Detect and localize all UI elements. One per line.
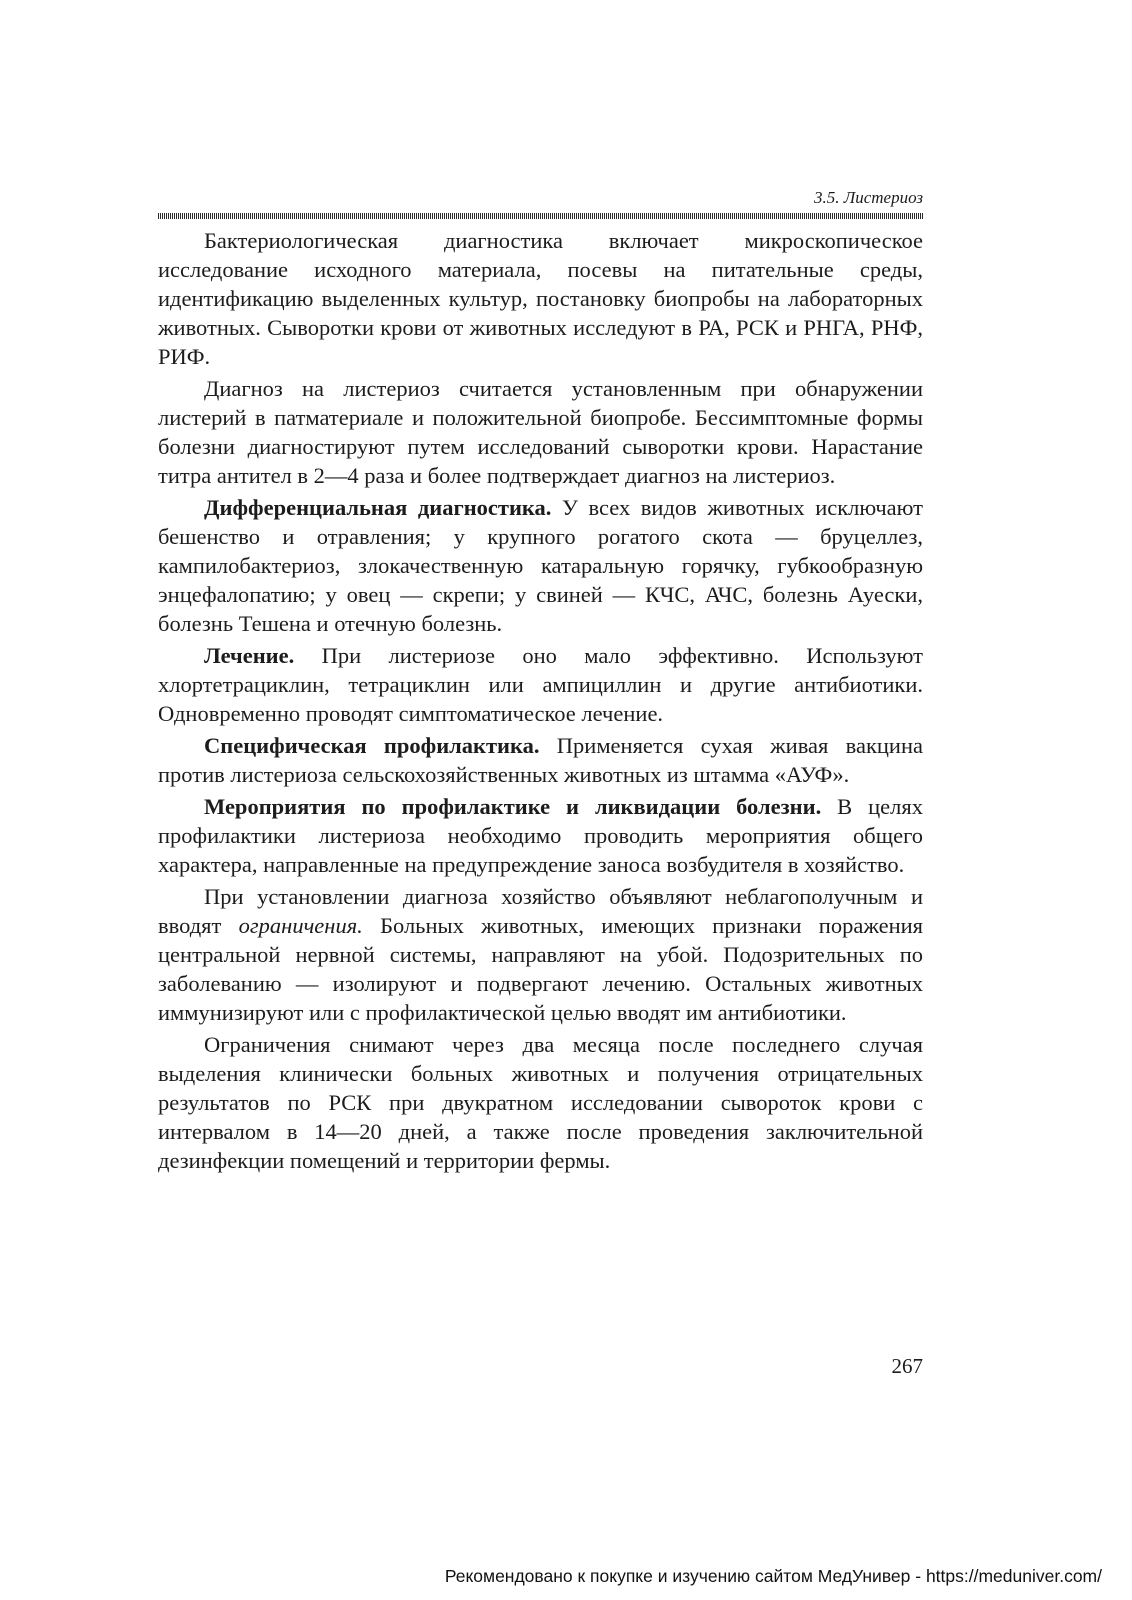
paragraph-text: При листериозе оно мало эффективно. Используют хлортетрациклин, тетрациклин или ампициллин и другие антибиотики. Одновременно проводят симптоматическое лечение.: [158, 643, 923, 726]
paragraph-text: Бактериологическая диагностика включает микроскопическое исследование исходного материала, посевы на питательные среды, идентификацию выделенных культур, постановку биопробы на лабораторных животных. Сыворотки крови от животных исследуют в РА, РСК и РНГА, РНФ, РИФ.: [158, 228, 923, 369]
paragraph-text: Ограничения снимают через два месяца после последнего случая выделения клинически больных животных и получения отрицательных результатов по РСК при двукратном исследовании сывороток крови с интервалом в 14—20 дней, а также после проведения заключительной дезинфекции помещений и территории фермы.: [158, 1032, 923, 1173]
paragraph-treatment: [158, 641, 923, 728]
page-number: 267: [891, 1354, 923, 1378]
footer-note: Рекомендовано к покупке и изучению сайтом МедУнивер - https://meduniver.com/: [444, 1566, 1102, 1586]
paragraph-text: В целях профилактики листериоза необходимо проводить мероприятия общего характера, направленные на предупреждение заноса возбудителя в хозяйство.: [158, 794, 923, 877]
paragraph-heading: Лечение.: [204, 643, 295, 668]
paragraph-bacteriological-diagnostics: [158, 226, 923, 371]
paragraph-prevention-measures: [158, 792, 923, 879]
paragraph-heading: Специфическая профилактика.: [204, 733, 540, 758]
paragraph-specific-prophylaxis: [158, 731, 923, 789]
body-text: [158, 226, 923, 1178]
paragraph-text: Больных животных, имеющих признаки поражения центральной нервной системы, направляют на убой. Подозрительных по заболеванию — изолируют и подвергают лечению. Остальных животных иммунизируют или с профилактической целью вводят им антибиотики.: [158, 913, 923, 1025]
paragraph-diagnosis: [158, 374, 923, 490]
paragraph-text: Применяется сухая живая вакцина против листериоза сельскохозяйственных животных из штамма «АУФ».: [158, 733, 923, 787]
paragraph-restrictions: [158, 882, 923, 1027]
header-rule: [158, 213, 923, 219]
paragraph-lifting-restrictions: [158, 1030, 923, 1175]
paragraph-differential-diagnostics: [158, 493, 923, 638]
running-title: 3.5. Листериоз: [813, 188, 923, 207]
paragraph-emphasis: ограничения.: [238, 913, 363, 938]
paragraph-text: Диагноз на листериоз считается установленным при обнаружении листерий в патматериале и положительной биопробе. Бессимптомные формы болезни диагностируют путем исследований сыворотки крови. Нарастание титра антител в 2—4 раза и более подтверждает диагноз на листериоз.: [158, 376, 923, 488]
paragraph-text: У всех видов животных исключают бешенство и отравления; у крупного рогатого скота — бруцеллез, кампилобактериоз, злокачественную катаральную горячку, губкообразную энцефалопатию; у овец — скрепи; у свиней — КЧС, АЧС, болезнь Ауески, болезнь Тешена и отечную болезнь.: [158, 495, 924, 636]
paragraph-text: При установлении диагноза хозяйство объявляют неблагополучным и вводят: [158, 884, 923, 938]
paragraph-heading: Мероприятия по профилактике и ликвидации болезни.: [204, 794, 822, 819]
paragraph-heading: Дифференциальная диагностика.: [204, 495, 552, 520]
